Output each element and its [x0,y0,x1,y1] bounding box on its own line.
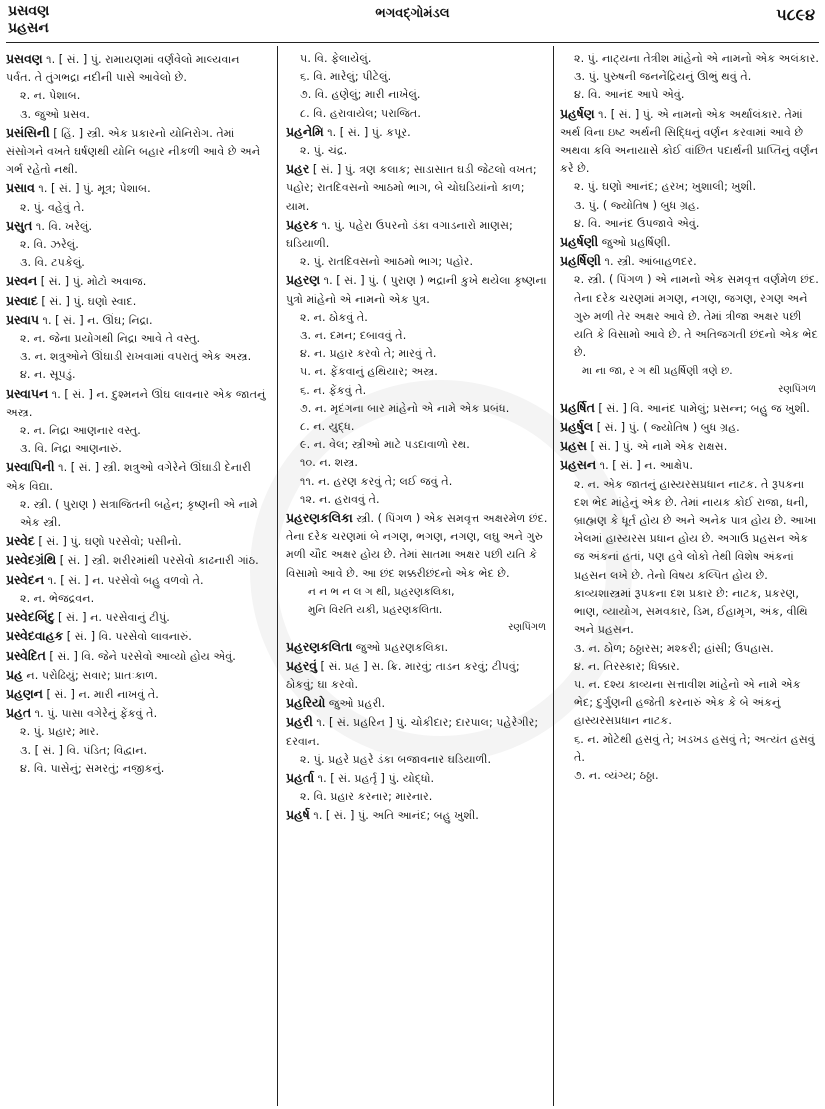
dictionary-entry [560,233,820,252]
entry-definition: ૧. [ સં. ] ન. પરસેવો બહુ વળવો તે. [44,573,204,587]
entry-headword: પ્રહર્ષિત [560,399,595,415]
dictionary-entry [286,713,550,750]
entry-definition: [ સં. ] પું. ( જ્યોતિષ ) બુધ ગ્રહ. [593,421,740,435]
entry-definition: [ સં. ] ન. મારી નાખવું તે. [42,687,159,701]
sense-line: ૨. ન. પેશાબ. [20,89,81,103]
sense-line: ૨. વિ. પ્રહાર કરનાર; મારનાર. [300,790,433,804]
entry-definition: [ સં. ] પું. એ નામે એક રાક્ષસ. [586,440,728,454]
sense-line: ૧૦. ન. શસ્ત્ર. [300,456,358,470]
entry-definition: ૧. [ સં. ] પું. કપૂર. [323,125,411,139]
dictionary-entry [6,292,268,311]
entry-definition: ૧. [ સં. પ્રહર્તૃ ] પું. યોદ્ધો. [314,771,435,785]
entry-headword: પ્રસવણ [6,51,43,66]
sense-line: ૩. ન. દમન; દબાવવું તે. [300,329,407,343]
sense-line: ૨. પું. રાતદિવસનો આઠમો ભાગ; પહોર. [300,255,474,269]
entry-headword: પ્રહર્ષણ [560,105,595,121]
sense-line: ૪. ન. સૂપડું. [20,368,76,382]
entry-definition: [ હિં. ] સ્ત્રી. એક પ્રકારનો યોનિરોગ. તેમાં સંસોગને વખતે ઘર્ષણથી યોનિ બહાર નીકળી આવે છે અને ગર્ભ રહેતો નથી. [6,126,261,177]
dictionary-entry [286,216,550,253]
entry-headword: પ્રહસન [560,457,597,473]
entry-definition: ૧. પું. પહેરા ઉપરનો ડંકા વગાડનારો માણસ; ઘડિયાળી. [286,218,513,251]
dictionary-entry [6,458,268,495]
sense-line: ૨. સ્ત્રી. ( પુરાણ ) સત્રાજિતની બહેન; કૃષ્ણની એ નામે એક સ્ત્રી. [20,497,258,530]
sense-line: ૩. પું. પુરુષની જનનેંદ્રિયનું ઊભું થવું તે. [574,70,752,84]
verse-line: ન ન ભ ન લ ગ થી, પ્રહરણકલિકા, [308,585,455,598]
dictionary-entry [286,657,550,694]
entry-definition: ૧. [ સં. ] ન. આક્ષેપ. [596,459,693,473]
sense-line: ૩. [ સં. ] વિ. પંડિત; વિદ્વાન. [20,743,148,757]
sense-line: ૨. પું. નાટ્યના તેત્રીશ માંહેનો એ નામનો એક અલંકાર. [574,52,819,65]
sense-line: ૨. ન. જેના પ્રયોગથી નિદ્રા આવે તે વસ્તુ. [20,332,201,346]
dictionary-entry [560,399,820,418]
sense-line: ૨. ન. ભેજદ્રવન. [20,591,95,605]
entry-definition: [ સં. ] વિ. જેને પરસેવો આવ્યો હોય એવું. [45,649,236,663]
sense-line: ૪. વિ. આનંદ આપે એવું. [574,88,685,102]
sense-line: ૩. ન. ઠોળ; ઠઠ્ઠારસ; મશ્કરી; હાંસી; ઉપહાસ. [574,641,774,655]
sense-line: ૪. ન. તિરસ્કાર; ધિક્કાર. [574,659,680,673]
column-2 [286,50,550,1108]
column-divider-2 [553,46,554,1106]
entry-headword: પ્રહર્ષિણી [560,253,601,269]
dictionary-entry [560,437,820,456]
dictionary-entry [6,124,268,180]
entry-definition: ૧. [ સં. ] પું. રામાયણમાં વર્ણવેલો માલ્યવાન પર્વત. તે તુંગભદ્રા નદીની પાસે આવેલો છે. [6,53,240,85]
column-1 [6,50,268,1108]
entry-definition: ૧. સ્ત્રી. આંબાહળદર. [600,255,697,269]
entry-headword: પ્રહરિયો [286,695,326,711]
sense-line: ૫. વિ. ફેલાયેલું. [300,52,372,65]
column-3 [560,50,820,1108]
entry-headword: પ્રહર્ષણી [560,234,599,250]
dictionary-entry [6,179,268,198]
sense-line: ૬. વિ. મારેલું; પીટેલું. [300,70,392,84]
dictionary-entry [6,50,268,87]
sense-line: ૭. ન. વ્યંગ્ય; ઠઠ્ઠા. [574,768,659,782]
entry-definition: [ સં. ] સ્ત્રી. શરીરમાંથી પરસેવો કાઢનારી ગાંઠ. [56,554,259,568]
entry-definition: સ્ત્રી. ( પિંગળ ) એક સમવૃત્ત અક્ષરમેળ છંદ. તેના દરેક ચરણમાં બે નગણ, ભગણ, નગણ, લઘુ અને ગુરુ મળી ચૌદ અક્ષર હોય છે. તેમાં સાતમા અક્ષર પછી યતિ કે વિસામો આવે છે. આ છંદ શક્કરીછંદનો એક ભેદ છે. [286,512,548,580]
entry-definition: ૧. [ સં. પ્રહરિન ] પું. ચોકીદાર; દારપાલ; પહેરેગીર; દરવાન. [286,716,539,748]
dictionary-entry [560,418,820,437]
entry-definition: [ સં. ] પું. મોટો અવાજ. [37,275,147,289]
entry-definition: [ સં. ] પું. ત્રણ કલાક; સાડાસાત ઘડી જેટલો વખત; પહોર; રાતદિવસનો આઠમો ભાગ, બે ચોઘડિયાંનો કાળ; યામ. [286,163,537,213]
dictionary-entry [286,509,550,583]
sense-line: ૨. સ્ત્રી. ( પિંગળ ) એ નામનો એક સમવૃત્ત વર્ણમેળ છંદ. તેના દરેક ચરણમાં મગણ, નગણ, જગણ, રગણ અને ગુરુ મળી તેર અક્ષર આવે છે. તેમાં ત્રીજા અક્ષર પછી યતિ કે વિસામો આવે છે. તે અતિજગતી છંદનો એક ભેદ છે. [574,273,819,360]
entry-definition: જુઓ પ્રહર્ષિણી. [598,236,671,250]
sense-line: ૨. ન. એક જાતનું હાસ્યરસપ્રધાન નાટક. તે રૂપકના દશ ભેદ માંહેનું એક છે. તેમાં નાયક કોઈ રાજા, ધની, બ્રાહ્મણ કે ધૂર્ત હોય છે અને અનેક પાત્ર હોય છે. આખા ખેલમાં હાસ્યરસ પ્રધાન હોય છે. અગાઉ પ્રહસન એક જ અંકનાં હતાં, પણ હવે લોકો તેથી વિશેષ અંકનાં પ્રહસન લખે છે. તેનો વિષય કલ્પિત હોય છે. કાવ્યશાસ્ત્રમાં રૂપકના દશ પ્રકાર છે: નાટક, પ્રકરણ, ભાણ, વ્યાયોગ, સમવકાર, ડિમ, ઈહામૃગ, અંક, વીથિ અને પ્રહસન. [574,477,817,637]
entry-definition: [ સં. ] ન. પરસેવાનું ટીપું. [54,611,170,625]
entry-definition: ૧. [ સં. ] પું. અતિ આનંદ; બહુ ખુશી. [309,809,479,823]
dictionary-entry [286,694,550,713]
entry-headword: પ્રહરક [286,216,319,232]
entry-headword: પ્રસ્વાપન [6,385,49,401]
header-page-number: ૫૮૯૪ [776,5,815,24]
header-last-word: પ્રહસન [8,20,49,36]
entry-definition: ન. પરોઢિયું; સવાર; પ્રાતઃકાળ. [22,668,158,682]
sense-line: ૭. વિ. હણેલું; મારી નાખેલું. [300,88,421,102]
entry-definition: ૧. [ સં. ] પું. મૂત્ર; પેશાબ. [34,182,151,196]
entry-headword: પ્રસાવ [6,180,35,196]
entry-definition: ૧. [ સં. ] પું. એ નામનો એક અર્થાલંકાર. તેમાં અર્થ વિના ઇષ્ટ અર્થની સિદ્ધિનું વર્ણન કરવામાં આવે છે અથવા કવિ અનાયાસે કોઈ વાંછિત પદાર્થની પ્રાપ્તિનું વર્ણન કરે છે. [560,107,819,176]
sense-line: ૨. પું. ચંદ્ર. [300,144,348,158]
header-rule [6,42,819,43]
dictionary-entry [6,704,268,723]
dictionary-entry [6,666,268,685]
dictionary-entry [286,123,550,142]
entry-headword: પ્રસ્વન [6,273,38,289]
entry-definition: [ સં. ] પું. ઘણો પરસેવો; પસીનો. [34,535,182,549]
entry-headword: પ્રહરણકલિતા [286,638,353,654]
entry-definition: ૧. વિ. ખરેલું. [32,219,93,233]
sense-line: ૫. ન. દશ્ય કાવ્યના સત્તાવીશ માંહેનો એ નામે એક ભેદ; દુર્ગુણની હજેતી કરનારું એક કે બે અંકનું હાસ્યરસપ્રધાન નાટક. [574,677,801,728]
entry-definition: ૧. [ સં. ] ન. દુશ્મનને ઊંઘ લાવનાર એક જાતનું અસ્ત્ર. [6,387,266,419]
dictionary-entry [6,551,268,570]
entry-headword: પ્રસ્વાદ [6,292,38,308]
entry-definition: ૧. [ સં. ] સ્ત્રી. શત્રુઓ વગેરેને ઊંઘાડી દેનારી એક વિદ્યા. [6,461,251,493]
header-first-word: પ્રસવણ [8,3,50,19]
sense-line: ૨. વિ. ઝરેલું. [20,238,79,252]
entry-headword: પ્રસ્વાપ [6,311,39,327]
header-dictionary-title: ભગવદ્ગોમંડલ [375,6,450,21]
dictionary-entry [6,272,268,291]
dictionary-entry [6,385,268,422]
sense-line: ૪. વિ. પાસેનું; સમરતું; નજીકનું. [20,761,165,775]
entry-headword: પ્રસ્વેદન [6,571,45,587]
dictionary-entry [560,456,820,475]
entry-headword: પ્રસુત [6,217,33,233]
dictionary-entry [286,160,550,216]
entry-definition: ૧. [ સં. ] ન. ઊંઘ; નિદ્રા. [38,313,153,327]
sense-line: ૨. પું. વહેવું તે. [20,200,85,214]
sense-line: ૨. ન. ઠોકવું તે. [300,310,368,324]
entry-definition: ૧. [ સં. ] પું. ( પુરાણ ) ભદ્રાની કુખે થયેલા કૃષ્ણના પુત્રો માંહેનો એ નામનો એક પુત્ર. [286,274,547,306]
entry-definition: [ સં. ] પું. ઘણો સ્વાદ. [37,294,137,308]
sense-line: ૧૧. ન. હરણ કરવું તે; લઈ જવું તે. [300,474,453,488]
entry-headword: પ્રહરી [286,714,313,730]
source-citation: રણપિંગળ [508,622,546,634]
sense-line: ૯. ન. વેલ; સ્ત્રીઓ માટે પડદાવાળો રથ. [300,438,470,452]
sense-line: ૨. પું. પ્રહાર; માર. [20,725,100,739]
entry-definition: [ સં. ] વિ. આનંદ પામેલું; પ્રસન્ન; બહુ જ ખુશી. [594,401,810,415]
sense-line: ૪. ન. પ્રહાર કરવો તે; મારવું તે. [300,347,437,361]
entry-headword: પ્રસ્વેદવાહક [6,628,64,644]
column-divider-1 [277,46,278,1106]
dictionary-entry [6,627,268,646]
entry-headword: પ્રહર્ષ [286,807,310,823]
sense-line: ૧૨. ન. હરાવવું તે. [300,492,380,506]
sense-line: ૪. વિ. આનંદ ઉપજાવે એવું. [574,216,700,230]
dictionary-entry [286,769,550,788]
entry-headword: પ્રહણન [6,685,43,701]
entry-headword: પ્રહસ [560,438,587,454]
entry-headword: પ્રહરણ [286,272,321,288]
entry-headword: પ્રહ [6,666,23,682]
dictionary-entry [560,252,820,271]
sense-line: ૮. વિ. હરાવાયેલ; પરાજિત. [300,106,421,120]
sense-line: ૨. ન. નિદ્રા આણનાર વસ્તુ. [20,424,141,438]
sense-line: ૮. ન. યુદ્ધ. [300,420,355,434]
sense-line: ૩. વિ. નિદ્રા આણનારું. [20,442,122,456]
dictionary-entry [6,532,268,551]
entry-headword: પ્રસ્વેદિત [6,647,46,663]
entry-headword: પ્રહત [6,705,32,721]
entry-headword: પ્રહરવું [286,657,317,673]
sense-line: ૬. ન. મોટેથી હસવું તે; ખડખડ હસવું તે; અત્યંત હસવું તે. [574,732,815,764]
dictionary-entry [6,217,268,236]
entry-headword: પ્રસ્વેદબિંદુ [6,609,55,625]
dictionary-entry [6,571,268,590]
sense-line: ૩. પું. ( જ્યોતિષ ) બુધ ગ્રહ. [574,198,700,212]
entry-definition: [ સં. પ્રહ્ર ] સ. ક્રિ. મારવું; તાડન કરવું; ટીપવું; ઠોકવું; ઘા કરવો. [286,659,520,691]
entry-headword: પ્રહર્ષુલ [560,419,594,435]
dictionary-entry [560,105,820,179]
sense-line: ૨. પું. પ્રહરે પ્રહરે ડંકા બજાવનાર ઘડિયાળી. [300,752,492,766]
dictionary-entry [286,638,550,657]
entry-headword: પ્રસ્વાપિની [6,459,55,475]
verse-line: મા ના જા, ર ગ થી પ્રહર્ષિણી ત્રણે છ. [582,365,733,378]
entry-headword: પ્રહર્તા [286,769,315,785]
entry-headword: પ્રસ્વેદ [6,533,35,549]
sense-line: ૭. ન. મૃદંગના બાર માંહેનો એ નામે એક પ્રબંધ. [300,401,510,415]
sense-line: ૬. ન. ફેંકવું તે. [300,383,367,397]
page-header [0,0,825,44]
sense-line: ૩. ન. શત્રુઓને ઊંઘાડી રાખવામાં વપરાતું એક અસ્ત્ર. [20,350,252,364]
verse-line: મુનિ વિરતિ યકી, પ્રહરણકલિતા. [308,604,443,617]
dictionary-entry [6,647,268,666]
sense-line: ૫. ન. ફેંકવાનું હથિયાર; અસ્ત્ર. [300,365,438,379]
dictionary-entry [6,311,268,330]
dictionary-entry [286,806,550,825]
source-citation: રણપિંગળ [778,383,816,395]
entry-definition: જુઓ પ્રહરણકલિકા. [352,640,448,654]
entry-definition: [ સં. ] વિ. પરસેવો લાવનારું. [63,630,192,644]
dictionary-entry [286,271,550,308]
dictionary-entry [6,608,268,627]
entry-headword: પ્રસંસિની [6,124,50,140]
dictionary-entry [6,685,268,704]
entry-definition: ૧. પું. પાસા વગેરેનું ફેંકવું તે. [31,707,158,721]
sense-line: ૩. જુઓ પ્રસવ. [20,107,90,121]
entry-headword: પ્રહર [286,161,310,177]
entry-headword: પ્રહનેમિ [286,123,324,139]
sense-line: ૨. પું. ઘણો આનંદ; હરખ; ખુશાલી; ખુશી. [574,180,756,194]
entry-definition: જુઓ પ્રહરી. [325,697,385,711]
entry-headword: પ્રહરણકલિકા [286,510,353,526]
entry-headword: પ્રસ્વેદગ્રંથિ [6,552,57,568]
sense-line: ૩. વિ. ટપકેલું. [20,256,85,270]
